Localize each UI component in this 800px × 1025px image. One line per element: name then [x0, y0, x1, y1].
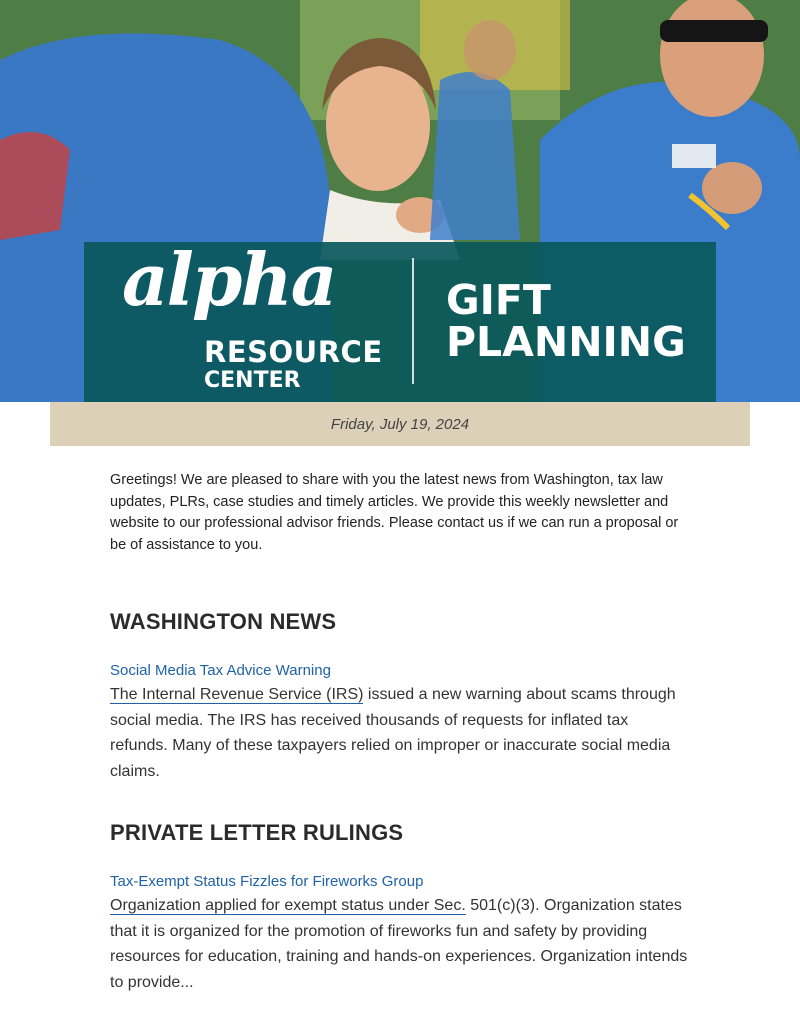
logo-alpha-text: alpha [122, 237, 336, 322]
article-link-social-media[interactable]: Social Media Tax Advice Warning [110, 662, 331, 679]
header-title-gift: GIFT [446, 276, 551, 324]
logo-center-text: CENTER [204, 368, 301, 393]
article-body-text: 501(c)(3). Organization states that it is organized for the promotion of fireworks fun and safety by providing resources for education, training and hands-on experiences. Organization intends to provide... [110, 897, 688, 991]
intro-paragraph: Greetings! We are pleased to share with you the latest news from Washington, tax law updates, PLRs, case studies and timely articles. We provide this weekly newsletter and website to our professional advisor friends. Please contact us if we can run a proposal or be of assistance to you. [110, 472, 679, 553]
section-washington-news [110, 609, 690, 784]
section-title: WASHINGTON NEWS [110, 609, 337, 634]
logo-resource-text: RESOURCE [204, 335, 383, 369]
brand-panel [84, 237, 716, 402]
issue-date: Friday, July 19, 2024 [330, 415, 470, 433]
section-title: PRIVATE LETTER RULINGS [110, 820, 404, 845]
header-title-planning: PLANNING [446, 318, 686, 366]
header-divider [412, 258, 414, 384]
date-bar [50, 402, 750, 446]
article-summary [110, 682, 690, 784]
article-underlined-link[interactable]: Organization applied for exempt status under Sec. [110, 897, 466, 914]
hero-banner [0, 0, 800, 402]
article-summary [110, 893, 690, 995]
article-body-text: issued a new warning about scams through social media. The IRS has received thousands of requests for inflated tax refunds. Many of these taxpayers relied on improper or inaccurate social media claims. [110, 686, 676, 780]
section-private-letter-rulings [110, 820, 690, 995]
article-link-fireworks[interactable]: Tax-Exempt Status Fizzles for Fireworks Group [110, 873, 424, 890]
newsletter-content [110, 470, 690, 995]
article-underlined-link[interactable]: The Internal Revenue Service (IRS) [110, 686, 364, 703]
